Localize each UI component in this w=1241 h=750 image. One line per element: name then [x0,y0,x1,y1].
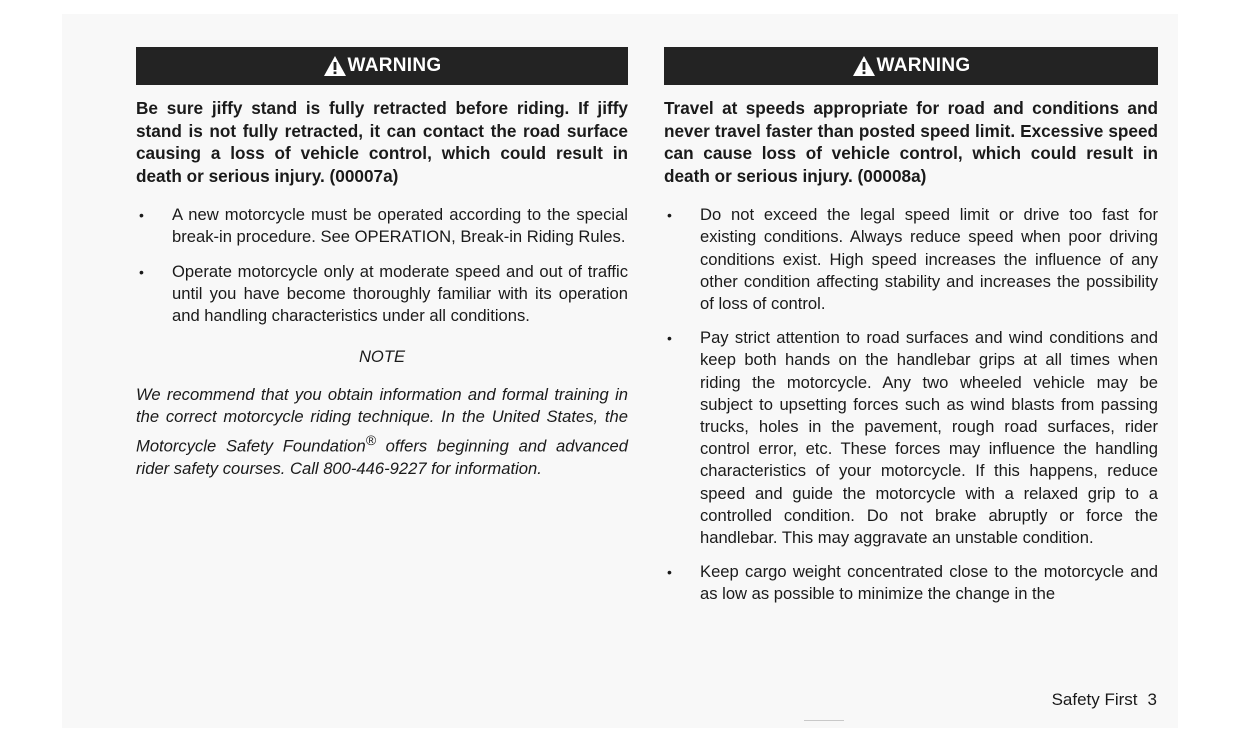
warning-banner [136,47,628,85]
warning-text: Be sure jiffy stand is fully retracted before riding. If jiffy stand is not fully retracted, it can contact the road surface causing a loss of vehicle control, which could result in death or serious injury. (00007a) [136,98,628,186]
bullet-list [136,204,628,327]
bullet-dot: • [667,207,672,224]
warning-banner [664,47,1158,85]
bullet-dot: • [667,564,672,581]
bullet-item [664,204,1158,315]
page-number: 3 [1147,690,1157,709]
bullet-item [664,561,1158,605]
bullet-dot: • [139,207,144,224]
bullet-text: Do not exceed the legal speed limit or drive too fast for existing conditions. Always reduce speed when poor driving conditions exist. High speed increases the influence of any other condition affecting stability and increases the possibility of loss of control. [700,205,1158,313]
bullet-text: A new motorcycle must be operated according to the special break-in procedure. See OPERATION, Break-in Riding Rules. [172,205,628,247]
warning-text: Travel at speeds appropriate for road and conditions and never travel faster than posted speed limit. Excessive speed can cause loss of vehicle control, which could result in death or serious injury. (00008a) [664,98,1158,186]
note-text-part: offers beginning and advanced rider safety courses. Call 800-446-9227 for information. [136,436,628,478]
left-column [136,47,628,497]
registered-mark: ® [365,431,376,448]
note-text [136,384,628,481]
warning-triangle-icon [323,55,347,77]
right-column [664,47,1158,618]
bullet-item [664,327,1158,549]
bullet-list [664,204,1158,605]
warning-banner-label: WARNING [347,55,442,76]
bullet-item [136,204,628,248]
warning-triangle-icon [852,55,876,77]
bullet-text: Keep cargo weight concentrated close to the motorcycle and as low as possible to minimize the change in the [700,562,1158,604]
page-footer [1052,690,1157,710]
bullet-dot: • [139,263,144,280]
bullet-text: Pay strict attention to road surfaces and wind conditions and keep both hands on the handlebar grips at all times when riding the motorcycle. Any two wheeled vehicle may be subject to upsetting forces such as wind blasts from passing trucks, holes in the pavement, rough road surfaces, rider control error, etc. These forces may influence the handling characteristics of your motorcycle. If this happens, reduce speed and guide the motorcycle with a relaxed grip to a controlled condition. Do not brake abruptly or force the handlebar. This may aggravate an unstable condition. [700,328,1158,548]
warning-banner-label: WARNING [876,55,971,76]
bullet-dot: • [667,330,672,347]
note-title: NOTE [358,347,406,367]
scan-mark [804,720,844,721]
footer-section-title: Safety First [1051,690,1138,709]
bullet-text: Operate motorcycle only at moderate speed and out of traffic until you have become thoroughly familiar with its operation and handling characteristics under all conditions. [172,261,628,325]
note-text-part: We recommend that you obtain information and formal training in the correct motorcycle riding technique. In the United States, the Motorcycle Safety Foundation [136,384,628,456]
bullet-item [136,261,628,328]
